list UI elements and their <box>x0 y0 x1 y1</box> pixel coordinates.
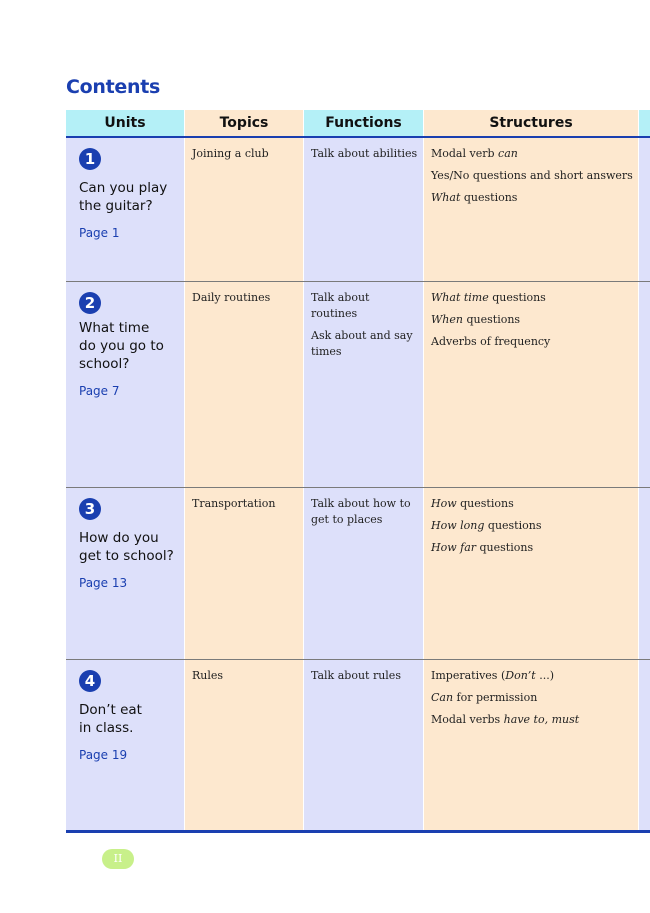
structure-line: What questions <box>431 191 518 204</box>
unit-title: Don’t eat in class. <box>79 702 142 736</box>
functions-column-bg <box>304 110 423 833</box>
structure-line: Modal verb can <box>431 147 518 160</box>
header-topics: Topics <box>219 115 269 131</box>
structure-line: When questions <box>431 313 521 326</box>
unit-number-badge: 2 <box>79 292 101 314</box>
function-text: Talk about rules <box>311 669 401 682</box>
topics-cell <box>192 668 298 684</box>
next-header-bg <box>639 110 650 136</box>
contents-table <box>66 110 650 833</box>
row-separator <box>66 281 650 282</box>
structures-cell <box>431 496 635 556</box>
structure-line: How far questions <box>431 541 534 554</box>
topics-cell <box>192 496 298 512</box>
topic-text: Daily routines <box>192 291 271 304</box>
structure-line: Imperatives (Don’t ...) <box>431 669 554 682</box>
unit-number-badge: 1 <box>79 148 101 170</box>
topic-text: Rules <box>192 669 224 682</box>
functions-cell <box>311 496 419 528</box>
topic-text: Joining a club <box>192 147 269 160</box>
unit-title: How do you get to school? <box>79 530 174 564</box>
structure-line: Modal verbs have to, must <box>431 713 580 726</box>
unit-page-link[interactable]: Page 19 <box>79 748 128 762</box>
table-bottom-rule <box>66 830 650 833</box>
unit-page-link[interactable]: Page 1 <box>79 226 120 240</box>
header-units: Units <box>104 115 146 131</box>
structure-line: How long questions <box>431 519 542 532</box>
unit-title: What time do you go to school? <box>79 320 164 372</box>
function-text: Talk about abilities <box>311 147 418 160</box>
topics-column-bg <box>185 110 303 833</box>
header-functions: Functions <box>325 115 402 131</box>
page-number-badge: II <box>102 849 134 869</box>
structure-line: What time questions <box>431 291 546 304</box>
structure-line: Adverbs of frequency <box>431 335 551 348</box>
row-separator <box>66 487 650 488</box>
structure-line: How questions <box>431 497 514 510</box>
unit-page-link[interactable]: Page 13 <box>79 576 128 590</box>
page-title: Contents <box>66 76 161 98</box>
header-rule <box>66 136 650 138</box>
unit-number-badge: 4 <box>79 670 101 692</box>
unit-number-badge: 3 <box>79 498 101 520</box>
unit-title: Can you play the guitar? <box>79 180 168 214</box>
topic-text: Transportation <box>192 497 276 510</box>
functions-cell <box>311 146 419 162</box>
structure-line: Can for permission <box>431 691 538 704</box>
topics-cell <box>192 146 298 162</box>
functions-cell <box>311 290 419 360</box>
header-structures: Structures <box>489 115 573 131</box>
structures-cell <box>431 290 635 350</box>
functions-cell <box>311 668 419 684</box>
function-text: Ask about and say times <box>311 329 413 358</box>
function-text: Talk about routines <box>311 291 370 320</box>
unit-page-link[interactable]: Page 7 <box>79 384 120 398</box>
structures-cell <box>431 668 635 728</box>
topics-cell <box>192 290 298 306</box>
row-separator <box>66 659 650 660</box>
next-column-bg <box>639 110 650 833</box>
structure-line: Yes/No questions and short answers <box>431 169 633 182</box>
structures-cell <box>431 146 635 206</box>
function-text: Talk about how to get to places <box>311 497 411 526</box>
